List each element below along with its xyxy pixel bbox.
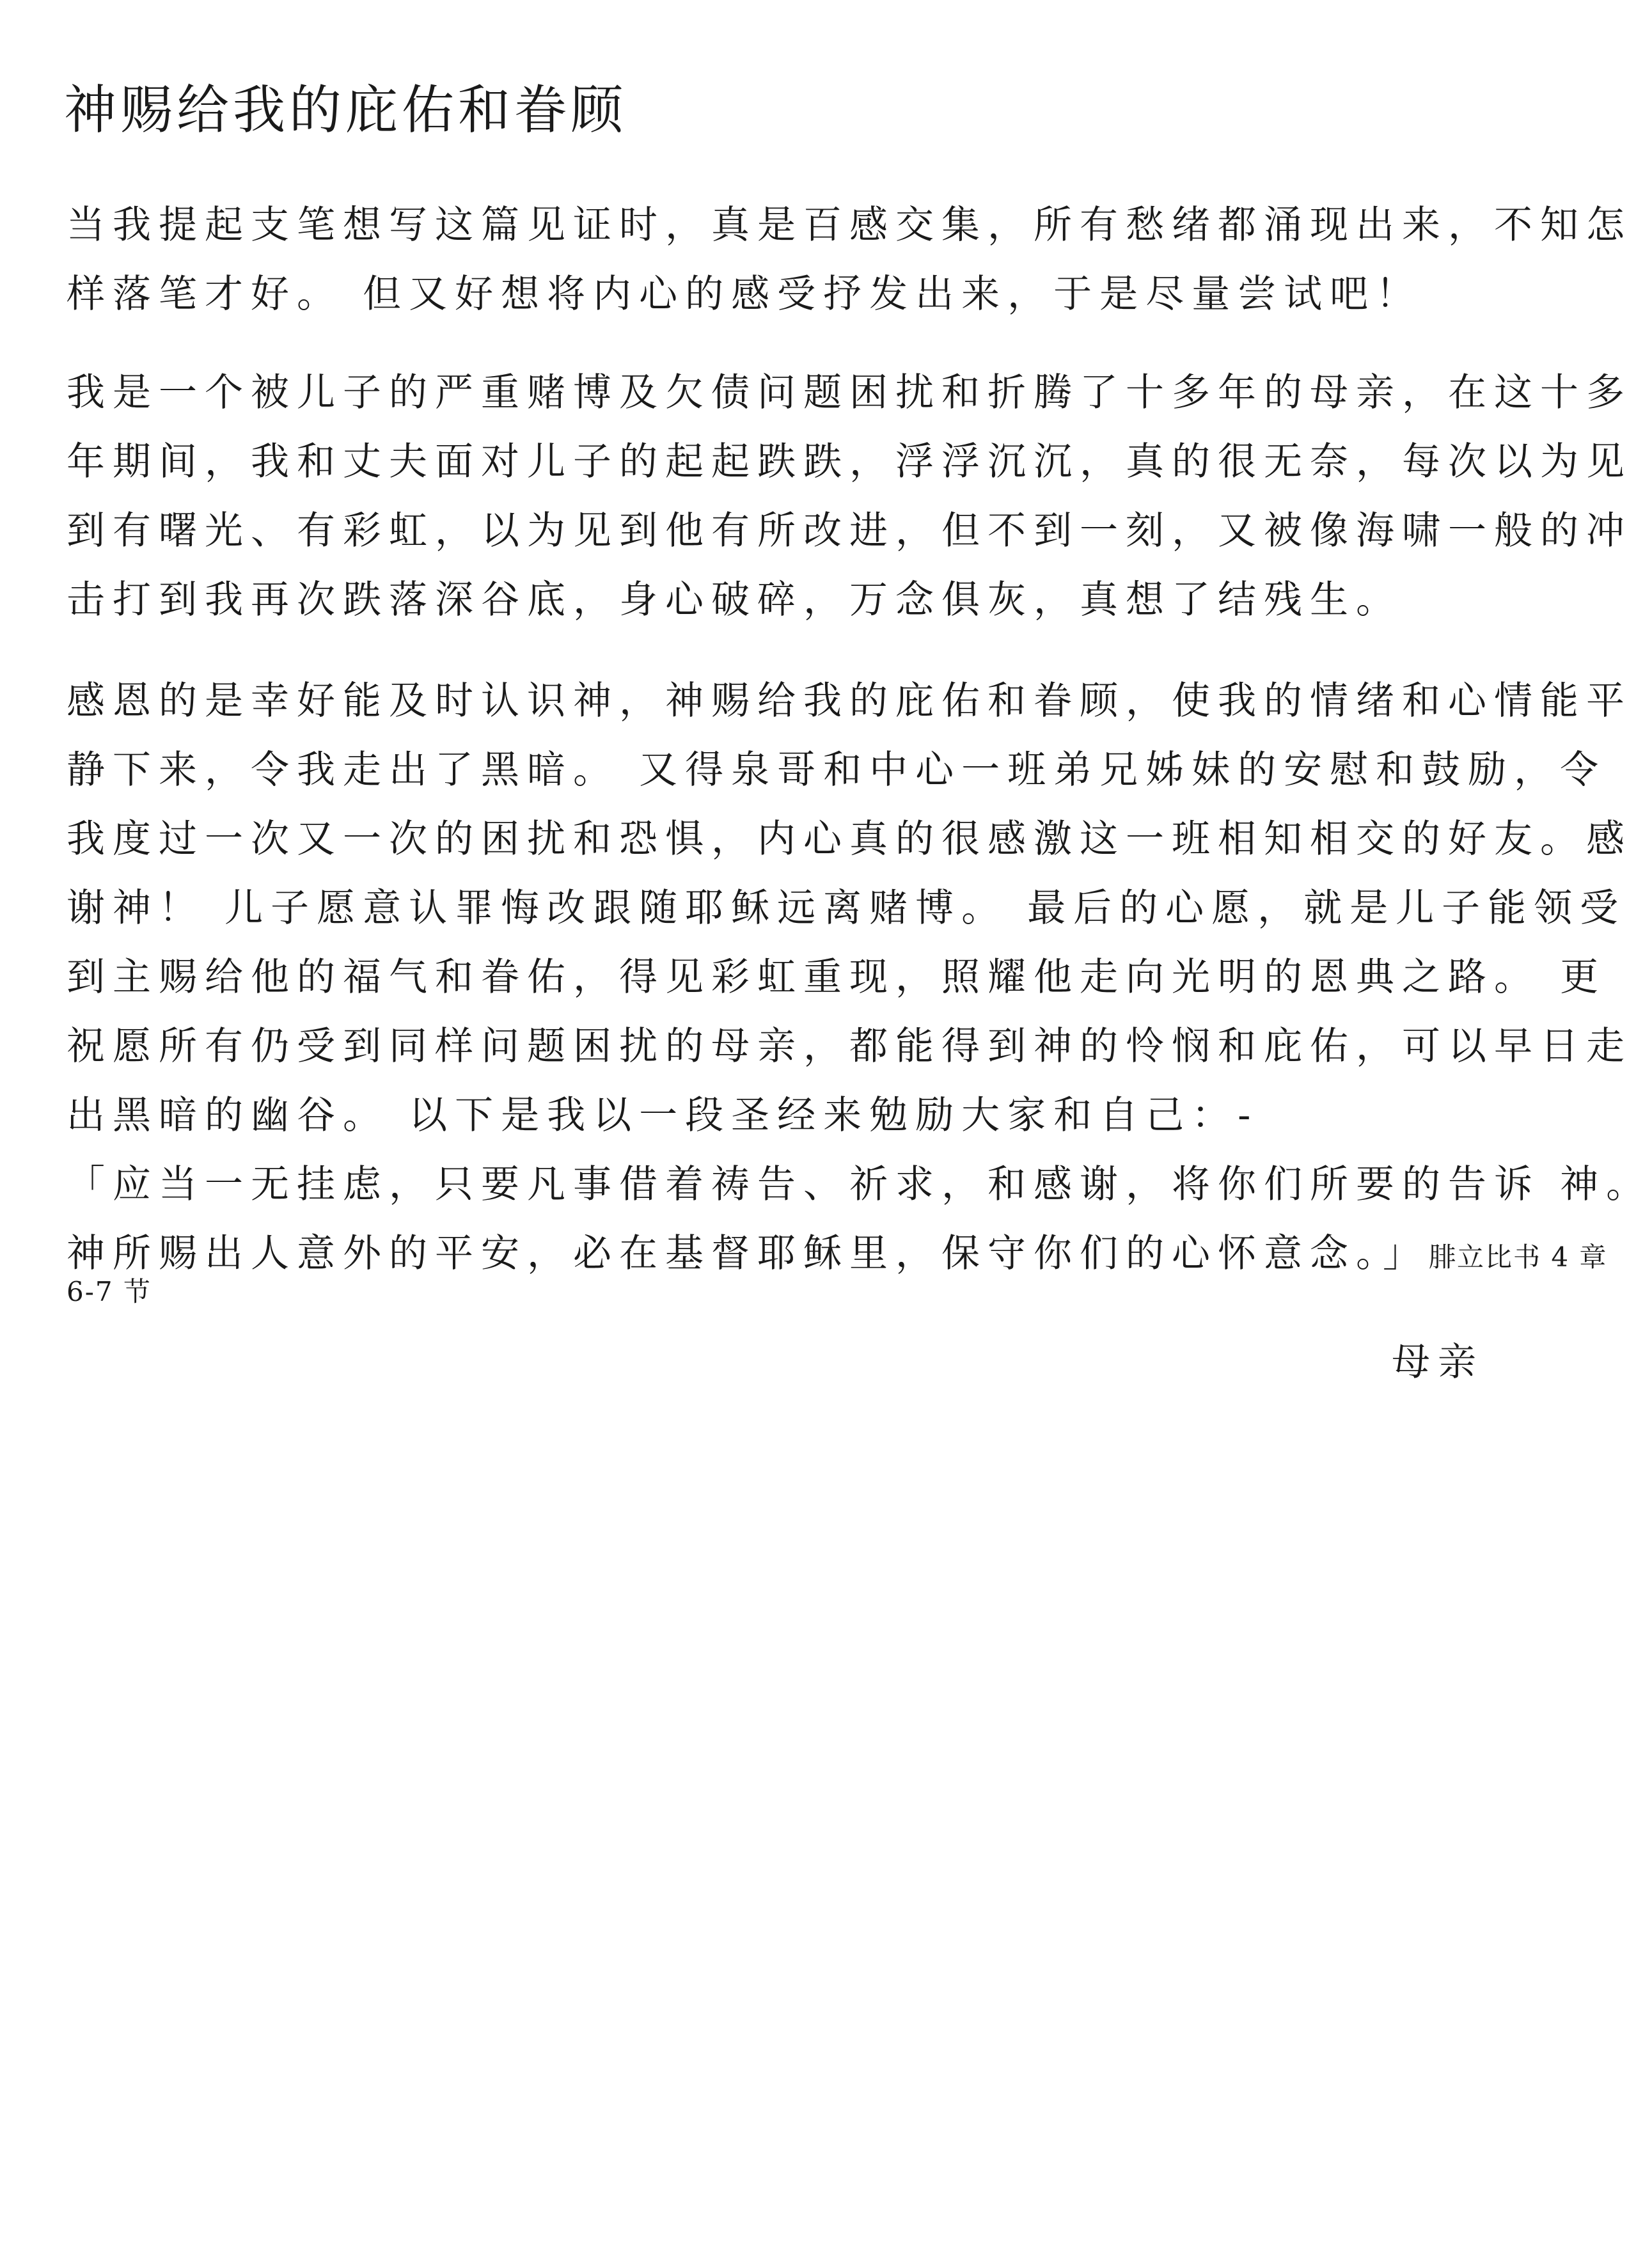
scripture-quote-text: 神所赐出人意外的平安，必在基督耶稣里，保守你们的心怀意念。」 (67, 1231, 1429, 1276)
scripture-reference-continuation: 6-7 节 (67, 1276, 152, 1307)
paragraph-line: 到有曙光、有彩虹，以为见到他有所改进，但不到一刻，又被像海啸一般的冲 (67, 508, 1632, 553)
signature: 母亲 (1392, 1340, 1484, 1385)
paragraph-line: 到主赐给他的福气和眷佑，得见彩虹重现，照耀他走向光明的恩典之路。 更 (67, 955, 1607, 1000)
paragraph-2 (67, 358, 1632, 634)
paragraph-line: 当我提起支笔想写这篇见证时，真是百感交集，所有愁绪都涌现出来，不知怎 (67, 203, 1632, 248)
scripture-quote-line: 「应当一无挂虑，只要凡事借着祷告、祈求，和感谢，将你们所要的告诉 神。 (67, 1162, 1652, 1207)
paragraph-1 (67, 191, 1632, 329)
paragraph-line: 感恩的是幸好能及时认识神，神赐给我的庇佑和眷顾，使我的情绪和心情能平 (67, 679, 1632, 723)
paragraph-line: 祝愿所有仍受到同样问题困扰的母亲，都能得到神的怜悯和庇佑，可以早日走 (67, 1024, 1632, 1069)
paragraph-line: 我是一个被儿子的严重赌博及欠债问题困扰和折腾了十多年的母亲，在这十多 (67, 370, 1632, 415)
paragraph-line: 年期间，我和丈夫面对儿子的起起跌跌，浮浮沉沉，真的很无奈，每次以为见 (67, 439, 1632, 484)
paragraph-3 (67, 666, 1652, 1288)
scripture-reference: 腓立比书 4 章 (1429, 1241, 1608, 1273)
paragraph-line: 静下来，令我走出了黑暗。 又得泉哥和中心一班弟兄姊妹的安慰和鼓励，令 (67, 748, 1607, 792)
paragraph-line: 样落笔才好。 但又好想将内心的感受抒发出来，于是尽量尝试吧！ (67, 272, 1422, 317)
paragraph-line: 我度过一次又一次的困扰和恐惧，内心真的很感激这一班相知相交的好友。感 (67, 817, 1632, 862)
paragraph-line: 击打到我再次跌落深谷底，身心破碎，万念俱灰，真想了结残生。 (67, 578, 1402, 622)
scripture-quote-line (67, 1219, 1608, 1288)
paragraph-line: 出黑暗的幽谷。 以下是我以一段圣经来勉励大家和自己：- (67, 1093, 1259, 1138)
paragraph-line: 谢神！ 儿子愿意认罪悔改跟随耶稣远离赌博。 最后的心愿，就是儿子能领受 (67, 886, 1626, 931)
document-title: 神赐给我的庇佑和眷顾 (64, 80, 627, 141)
